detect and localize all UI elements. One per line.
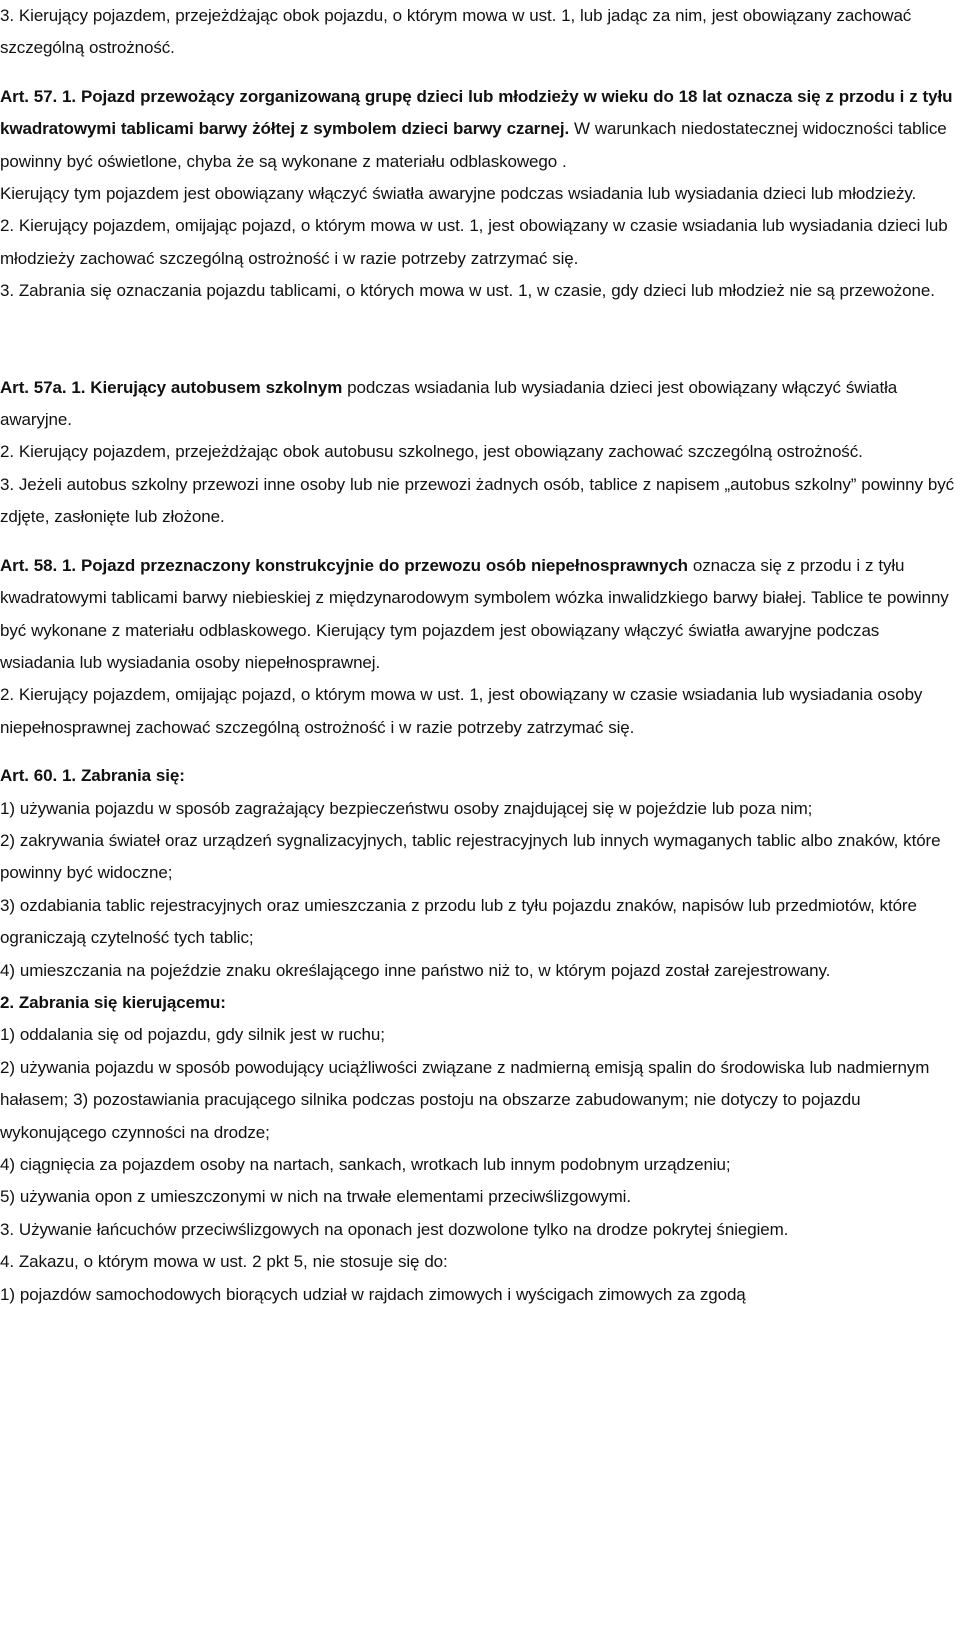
- paragraph: [0, 1052, 954, 1149]
- text-segment: 3) ozdabiania tablic rejestracyjnych oraz umieszczania z przodu lub z tyłu pojazdu znaków, napisów lub przedmiotów, które ograniczają czytelność tych tablic;: [0, 895, 917, 948]
- text-segment: 3. Zabrania się oznaczania pojazdu tablicami, o których mowa w ust. 1, w czasie, gdy dzieci lub młodzież nie są przewożone.: [0, 281, 935, 301]
- bold-text: Art. 60. 1. Zabrania się:: [0, 766, 185, 786]
- paragraph: [0, 469, 954, 534]
- text-segment: 1) oddalania się od pojazdu, gdy silnik jest w ruchu;: [0, 1025, 385, 1045]
- paragraph: [0, 1019, 954, 1051]
- text-segment: Kierujący tym pojazdem jest obowiązany włączyć światła awaryjne podczas wsiadania lub wysiadania dzieci lub młodzieży.: [0, 184, 917, 204]
- text-segment: oznacza się z przodu i z tyłu kwadratowymi tablicami barwy niebieskiej z międzynarodowym symbolem wózka inwalidzkiego barwy białej. Tablice te powinny być wykonane z materiału odblaskowego. Kierujący tym pojazdem jest obowiązany włączyć światła awaryjne podczas wsiadania lub wysiadania osoby niepełnosprawnej.: [0, 555, 949, 672]
- text-segment: 4) umieszczania na pojeździe znaku określającego inne państwo niż to, w którym pojazd został zarejestrowany.: [0, 960, 831, 980]
- text-segment: 3. Kierujący pojazdem, przejeżdżając obok pojazdu, o którym mowa w ust. 1, lub jadąc za nim, jest obowiązany zachować szczególną ostrożność.: [0, 6, 912, 58]
- paragraph: [0, 825, 954, 890]
- paragraph: [0, 81, 954, 178]
- paragraph: [0, 550, 954, 680]
- paragraph: [0, 1279, 954, 1311]
- text-segment: 3. Używanie łańcuchów przeciwślizgowych na oponach jest dozwolone tylko na drodze pokrytej śniegiem.: [0, 1219, 789, 1239]
- paragraph: [0, 1149, 954, 1181]
- text-segment: W warunkach niedostatecznej widoczności tablice powinny być oświetlone, chyba że są wykonane z materiału odblaskowego .: [0, 119, 947, 171]
- text-segment: 2. Kierujący pojazdem, omijając pojazd, o którym mowa w ust. 1, jest obowiązany w czasie wsiadania lub wysiadania dzieci lub młodzieży zachować szczególną ostrożność i w razie potrzeby zatrzymać się.: [0, 216, 948, 268]
- bold-text: 2. Zabrania się kierującemu:: [0, 992, 226, 1012]
- paragraph: [0, 793, 954, 825]
- paragraph-gap: [0, 534, 954, 550]
- paragraph: [0, 1246, 954, 1278]
- paragraph: [0, 679, 954, 744]
- paragraph: [0, 890, 954, 955]
- paragraph: [0, 210, 954, 275]
- bold-text: Art. 57. 1. Pojazd przewożący zorganizowaną grupę dzieci lub młodzieży w wieku do 18 lat oznacza się z przodu i z tyłu kwadratowymi tablicami barwy żółtej z symbolem dzieci barwy czarnej.: [0, 86, 953, 139]
- paragraph: [0, 0, 954, 65]
- text-segment: podczas wsiadania lub wysiadania dzieci jest obowiązany włączyć światła awaryjne.: [0, 377, 898, 430]
- bold-text: Art. 58. 1. Pojazd przeznaczony konstrukcyjnie do przewozu osób niepełnosprawnych: [0, 555, 688, 575]
- paragraph: [0, 372, 954, 437]
- paragraph: [0, 987, 954, 1019]
- paragraph-gap: [0, 308, 954, 372]
- text-segment: 3. Jeżeli autobus szkolny przewozi inne osoby lub nie przewozi żadnych osób, tablice z napisem „autobus szkolny” powinny być zdjęte, zasłonięte lub złożone.: [0, 474, 955, 527]
- text-segment: 2) zakrywania świateł oraz urządzeń sygnalizacyjnych, tablic rejestracyjnych lub innych wymaganych tablic albo znaków, które powinny być widoczne;: [0, 830, 941, 883]
- paragraph: [0, 1214, 954, 1246]
- text-segment: 2. Kierujący pojazdem, przejeżdżając obok autobusu szkolnego, jest obowiązany zachować szczególną ostrożność.: [0, 442, 863, 462]
- text-segment: 4) ciągnięcia za pojazdem osoby na nartach, sankach, wrotkach lub innym podobnym urządzeniu;: [0, 1155, 731, 1174]
- text-segment: 2) używania pojazdu w sposób powodujący uciążliwości związane z nadmierną emisją spalin do środowiska lub nadmiernym hałasem; 3) pozostawiania pracującego silnika podczas postoju na obszarze zabudowanym; nie dotyczy to pojazdu wykonującego czynności na drodze;: [0, 1057, 930, 1142]
- paragraph-gap: [0, 744, 954, 760]
- text-segment: 5) używania opon z umieszczonymi w nich na trwałe elementami przeciwślizgowymi.: [0, 1187, 631, 1207]
- paragraph: [0, 1181, 954, 1213]
- text-segment: 4. Zakazu, o którym mowa w ust. 2 pkt 5, nie stosuje się do:: [0, 1252, 448, 1272]
- paragraph: [0, 955, 954, 987]
- bold-text: Art. 57a. 1. Kierujący autobusem szkolnym: [0, 377, 343, 397]
- paragraph: [0, 178, 954, 210]
- text-segment: 1) używania pojazdu w sposób zagrażający bezpieczeństwu osoby znajdującej się w pojeździe lub poza nim;: [0, 798, 813, 818]
- paragraph-gap: [0, 65, 954, 81]
- paragraph: [0, 436, 954, 468]
- paragraph: [0, 275, 954, 307]
- text-segment: 2. Kierujący pojazdem, omijając pojazd, o którym mowa w ust. 1, jest obowiązany w czasie wsiadania lub wysiadania osoby niepełnosprawnej zachować szczególną ostrożność i w razie potrzeby zatrzymać się.: [0, 685, 923, 737]
- text-segment: 1) pojazdów samochodowych biorących udział w rajdach zimowych i wyścigach zimowych za zgodą: [0, 1284, 746, 1304]
- paragraph: [0, 760, 954, 792]
